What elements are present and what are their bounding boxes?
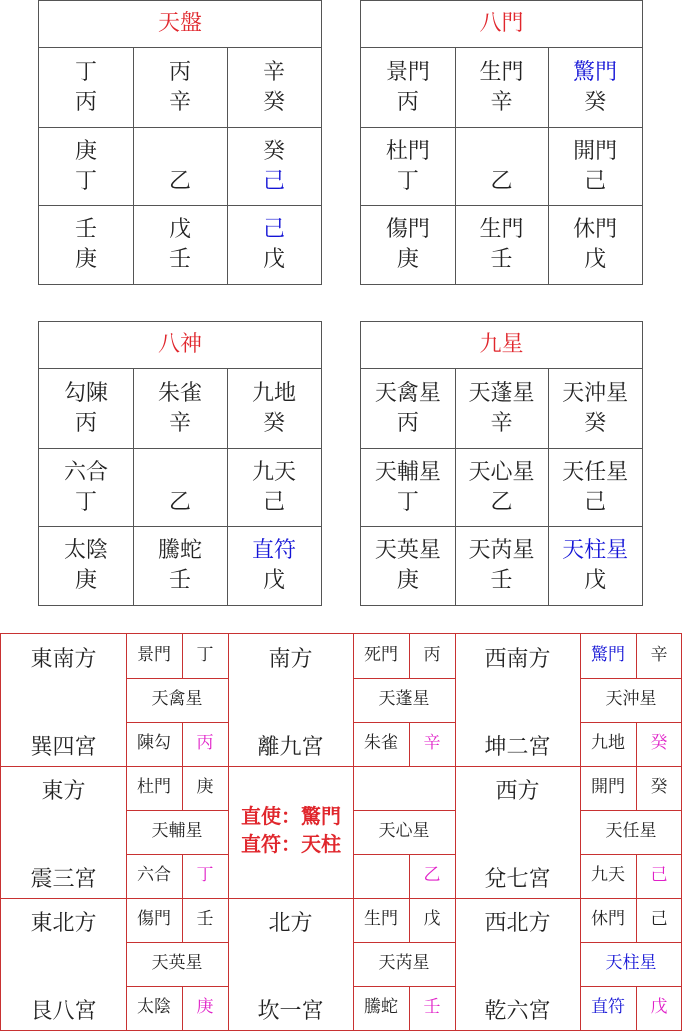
- bashen-title: 八神: [39, 322, 321, 369]
- bamen-upper: 生門: [479, 60, 524, 85]
- bamen-upper: 生門: [479, 217, 524, 243]
- bashen-cell: [39, 536, 133, 596]
- jiuxing-upper: 天沖星: [562, 381, 629, 406]
- palace-star: 天心星: [378, 821, 430, 841]
- bashen-lower: 壬: [168, 568, 191, 594]
- tianpan-lower: 癸: [262, 90, 285, 115]
- jiuxing-cell: [361, 536, 455, 596]
- palace-tian: 己: [650, 909, 668, 929]
- tianpan-cell: [133, 137, 227, 197]
- palace-star: 天英星: [151, 953, 203, 973]
- palace-name: 坤二宮: [484, 735, 551, 760]
- palace-name: 離九宮: [257, 735, 324, 760]
- grid-divider: [39, 127, 321, 128]
- palace-name: 巽四宮: [30, 735, 97, 760]
- grid-divider: [361, 526, 642, 527]
- bamen-upper: 傷門: [385, 217, 430, 243]
- palace-god: 直符: [591, 997, 625, 1017]
- bashen-lower: 丙: [74, 411, 97, 436]
- chart-line: [455, 634, 456, 1030]
- palace-name: 艮八宮: [30, 999, 97, 1024]
- bamen-lower: 壬: [490, 247, 513, 273]
- palace-direction: 西南方: [484, 647, 551, 672]
- jiuxing-upper: 天禽星: [374, 381, 441, 406]
- center-zhishi-zhifu: [229, 802, 353, 858]
- bamen-upper: 休門: [573, 217, 618, 243]
- palace-tian: 庚: [196, 777, 214, 797]
- bashen-cell: [133, 458, 227, 518]
- bashen-cell: [227, 379, 321, 439]
- jiuxing-upper: 天英星: [374, 538, 441, 564]
- bashen-upper: [133, 458, 227, 488]
- grid-divider: [361, 448, 642, 449]
- bamen-cell: [361, 58, 455, 118]
- palace-star: 天柱星: [605, 953, 657, 973]
- bamen-upper: 景門: [385, 60, 430, 85]
- bashen-lower: 癸: [262, 411, 285, 436]
- palace-god: 六合: [137, 865, 171, 885]
- palace-door: 開門: [591, 777, 625, 797]
- jiuxing-cell: [548, 536, 642, 596]
- jiuxing-lower: 辛: [490, 411, 513, 436]
- bamen-cell: [361, 137, 455, 197]
- bashen-lower: 丁: [74, 489, 97, 515]
- tianpan-cell: [133, 58, 227, 118]
- palace-di: 丙: [196, 733, 214, 753]
- tianpan-upper: 戊: [168, 217, 191, 243]
- bashen-lower: 辛: [168, 411, 191, 436]
- bamen-cell: [548, 137, 642, 197]
- tianpan-lower: 乙: [168, 168, 191, 194]
- palace-name: 震三宮: [30, 867, 97, 892]
- bashen-lower: 乙: [168, 489, 191, 515]
- jiuxing-lower: 己: [584, 489, 607, 515]
- bamen-lower: 丙: [396, 90, 419, 115]
- bashen-upper: 勾陳: [63, 381, 108, 406]
- jiuxing-lower: 乙: [490, 489, 513, 515]
- bashen-cell: [39, 379, 133, 439]
- palace-god: 騰蛇: [364, 997, 398, 1017]
- bamen-upper: 杜門: [385, 138, 430, 164]
- chart-line: [1, 898, 681, 899]
- bashen-lower: 戊: [262, 568, 285, 594]
- palace-god: 陳勾: [137, 733, 171, 753]
- palace-di: 己: [650, 865, 668, 885]
- bamen-lower: 辛: [490, 90, 513, 115]
- bamen-upper: 開門: [573, 138, 618, 164]
- bashen-lower: 庚: [74, 568, 97, 594]
- tianpan-grid: [38, 0, 322, 285]
- jiuxing-title: 九星: [361, 322, 642, 369]
- tianpan-upper: 丁: [74, 60, 97, 85]
- bamen-cell: [361, 215, 455, 275]
- palace-direction: 東南方: [30, 647, 97, 672]
- bashen-upper: 朱雀: [157, 381, 202, 406]
- jiuxing-grid: [360, 321, 643, 606]
- bamen-lower: 庚: [396, 247, 419, 273]
- tianpan-upper: 辛: [262, 60, 285, 85]
- tianpan-lower: 壬: [168, 247, 191, 273]
- tianpan-upper: 丙: [168, 60, 191, 85]
- bashen-upper: 騰蛇: [157, 538, 202, 564]
- jiuxing-lower: 丁: [396, 489, 419, 515]
- palace-direction: 北方: [268, 911, 313, 936]
- zhishi-label: 直使：驚門: [241, 804, 341, 828]
- palace-god: 九地: [591, 733, 625, 753]
- tianpan-upper: 庚: [74, 138, 97, 164]
- palace-door: 杜門: [137, 777, 171, 797]
- tianpan-lower: 丙: [74, 90, 97, 115]
- palace-direction: 東方: [41, 779, 86, 804]
- palace-star: 天禽星: [151, 689, 203, 709]
- grid-divider: [361, 127, 642, 128]
- jiuxing-lower: 丙: [396, 411, 419, 436]
- palace-direction: 西方: [495, 779, 540, 804]
- palace-god: 太陰: [137, 997, 171, 1017]
- palace-door: 傷門: [137, 909, 171, 929]
- qimen-chart: [0, 633, 682, 1031]
- bamen-lower: 乙: [490, 168, 513, 194]
- tianpan-lower: 丁: [74, 168, 97, 194]
- jiuxing-upper: 天芮星: [468, 538, 535, 564]
- palace-di: 壬: [423, 997, 441, 1017]
- palace-name: 坎一宮: [257, 999, 324, 1024]
- bamen-title: 八門: [361, 1, 642, 48]
- bashen-upper: 九地: [251, 381, 296, 406]
- chart-line: [1, 766, 681, 767]
- bashen-cell: [227, 458, 321, 518]
- bamen-cell: [455, 58, 549, 118]
- bashen-cell: [133, 379, 227, 439]
- palace-tian: 丙: [423, 645, 441, 665]
- grid-divider: [361, 205, 642, 206]
- bamen-cell: [455, 215, 549, 275]
- palace-direction: 西北方: [484, 911, 551, 936]
- palace-di: 乙: [423, 865, 441, 885]
- bashen-cell: [39, 458, 133, 518]
- palace-di: 辛: [423, 733, 441, 753]
- grid-divider: [39, 526, 321, 527]
- tianpan-lower: 辛: [168, 90, 191, 115]
- palace-di: 癸: [650, 733, 668, 753]
- jiuxing-lower: 壬: [490, 568, 513, 594]
- bashen-grid: [38, 321, 322, 606]
- bashen-upper: 九天: [251, 459, 296, 485]
- bamen-lower: 戊: [584, 247, 607, 273]
- zhifu-label: 直符：天柱: [241, 832, 341, 856]
- palace-god: 九天: [591, 865, 625, 885]
- bamen-cell: [548, 215, 642, 275]
- jiuxing-cell: [361, 458, 455, 518]
- bashen-cell: [227, 536, 321, 596]
- bamen-lower: 癸: [584, 90, 607, 115]
- jiuxing-cell: [361, 379, 455, 439]
- tianpan-upper: 癸: [262, 138, 285, 164]
- tianpan-upper: 己: [262, 217, 285, 243]
- tianpan-cell: [133, 215, 227, 275]
- bamen-cell: [548, 58, 642, 118]
- palace-star: 天輔星: [151, 821, 203, 841]
- jiuxing-lower: 庚: [396, 568, 419, 594]
- tianpan-lower: 己: [262, 168, 285, 194]
- palace-di: 庚: [196, 997, 214, 1017]
- tianpan-cell: [227, 215, 321, 275]
- jiuxing-cell: [455, 536, 549, 596]
- tianpan-upper: [133, 137, 227, 167]
- bamen-lower: 丁: [396, 168, 419, 194]
- palace-door: 景門: [137, 645, 171, 665]
- bashen-upper: 直符: [251, 538, 296, 564]
- palace-tian: 丁: [196, 645, 214, 665]
- palace-direction: 東北方: [30, 911, 97, 936]
- bashen-cell: [133, 536, 227, 596]
- bamen-upper: 驚門: [573, 60, 618, 85]
- palace-tian: 戊: [423, 909, 441, 929]
- tianpan-cell: [39, 58, 133, 118]
- palace-tian: 壬: [196, 909, 214, 929]
- palace-door: 休門: [591, 909, 625, 929]
- jiuxing-lower: 戊: [584, 568, 607, 594]
- grid-divider: [39, 205, 321, 206]
- palace-direction: 南方: [268, 647, 313, 672]
- bamen-upper: [455, 137, 549, 167]
- tianpan-lower: 戊: [262, 247, 285, 273]
- palace-star: 天蓬星: [378, 689, 430, 709]
- palace-star: 天任星: [605, 821, 657, 841]
- palace-name: 兌七宮: [484, 867, 551, 892]
- tianpan-lower: 庚: [74, 247, 97, 273]
- bashen-lower: 己: [262, 489, 285, 515]
- tianpan-upper: 壬: [74, 217, 97, 243]
- palace-star: 天沖星: [605, 689, 657, 709]
- palace-god: 朱雀: [364, 733, 398, 753]
- bashen-upper: 六合: [63, 459, 108, 485]
- jiuxing-upper: 天柱星: [562, 538, 629, 564]
- jiuxing-cell: [455, 379, 549, 439]
- palace-star: 天芮星: [378, 953, 430, 973]
- palace-name: 乾六宮: [484, 999, 551, 1024]
- bashen-upper: 太陰: [63, 538, 108, 564]
- grid-divider: [39, 448, 321, 449]
- palace-door: 驚門: [591, 645, 625, 665]
- tianpan-cell: [227, 58, 321, 118]
- bamen-grid: [360, 0, 643, 285]
- jiuxing-cell: [548, 458, 642, 518]
- palace-door: 死門: [364, 645, 398, 665]
- tianpan-cell: [39, 215, 133, 275]
- jiuxing-lower: 癸: [584, 411, 607, 436]
- palace-di: 戊: [650, 997, 668, 1017]
- jiuxing-upper: 天蓬星: [468, 381, 535, 406]
- tianpan-cell: [39, 137, 133, 197]
- bamen-lower: 己: [584, 168, 607, 194]
- jiuxing-upper: 天心星: [468, 459, 535, 485]
- jiuxing-cell: [548, 379, 642, 439]
- jiuxing-upper: 天任星: [562, 459, 629, 485]
- palace-tian: 辛: [650, 645, 668, 665]
- bamen-cell: [455, 137, 549, 197]
- palace-door: 生門: [364, 909, 398, 929]
- jiuxing-upper: 天輔星: [374, 459, 441, 485]
- jiuxing-cell: [455, 458, 549, 518]
- palace-di: 丁: [196, 865, 214, 885]
- palace-tian: 癸: [650, 777, 668, 797]
- tianpan-title: 天盤: [39, 1, 321, 48]
- tianpan-cell: [227, 137, 321, 197]
